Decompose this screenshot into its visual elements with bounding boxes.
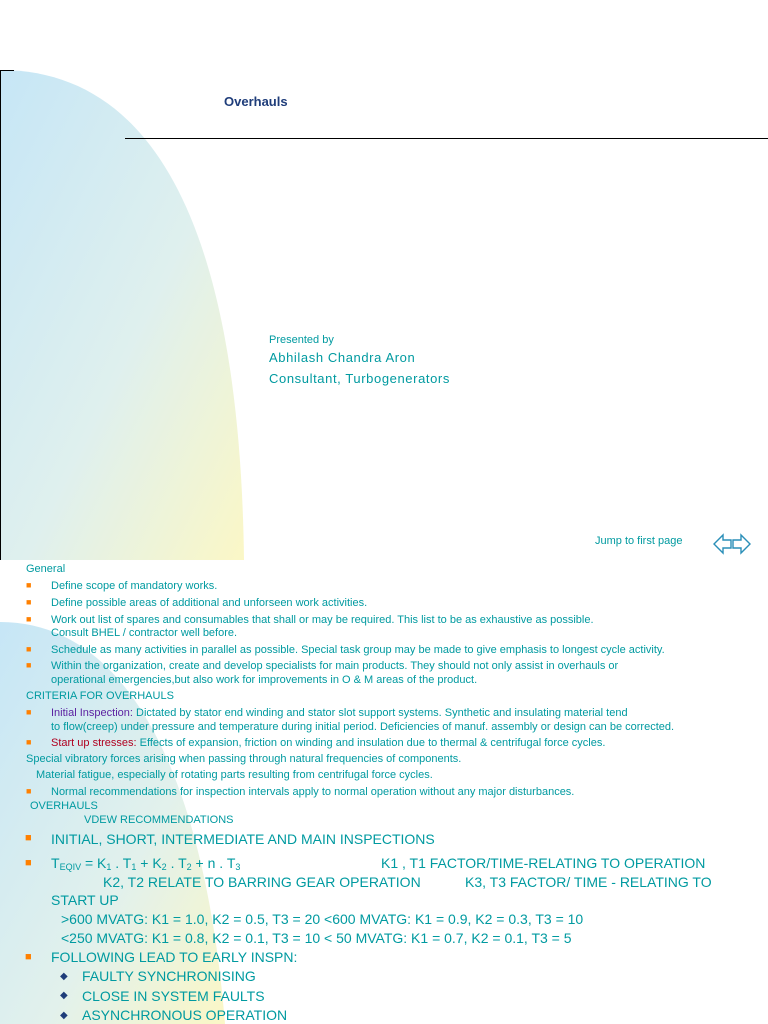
general-item-3-cont: Consult BHEL / contractor well before. <box>51 627 238 639</box>
bullet-icon: ■ <box>26 580 32 590</box>
criteria-heading: CRITERIA FOR OVERHAULS <box>26 690 174 702</box>
presenter-name: Abhilash Chandra Aron <box>269 350 416 365</box>
formula-t3-sub: 3 <box>235 862 241 872</box>
formula-t1-sub: 1 <box>131 862 137 872</box>
initial-inspection-cont: to flow(creep) under pressure and temperature during initial period. Deficiencies of manuf. assembly or design can be corrected. <box>51 721 675 733</box>
title-underline <box>125 138 768 139</box>
cause-item-2: CLOSE IN SYSTEM FAULTS <box>82 988 265 1004</box>
vibratory-forces: Special vibratory forces arising when passing through natural frequencies of components. <box>26 753 462 765</box>
bullet-icon: ■ <box>26 597 32 607</box>
material-fatigue: Material fatigue, especially of rotating parts resulting from centrifugal force cycles. <box>36 769 433 781</box>
bullet-icon: ■ <box>26 786 32 796</box>
diamond-bullet-icon: ◆ <box>60 1010 68 1021</box>
slide-title: Overhauls <box>224 94 288 109</box>
formula-t: T <box>51 855 60 871</box>
startup-stresses-text: Effects of expansion, friction on winding and insulation due to thermal & centrifugal force cycles. <box>136 737 606 749</box>
factor-line-3: K3, T3 FACTOR/ TIME - RELATING TO <box>465 874 712 890</box>
formula-k2-sub: 2 <box>161 862 167 872</box>
diamond-bullet-icon: ◆ <box>60 971 68 982</box>
mva-line-1: >600 MVATG: K1 = 1.0, K2 = 0.5, T3 = 20 <600 MVATG: K1 = 0.9, K2 = 0.3, T3 = 10 <box>61 911 584 927</box>
left-border-line <box>0 70 1 560</box>
bullet-icon: ■ <box>26 707 32 717</box>
nav-arrows <box>712 532 752 561</box>
general-heading: General <box>26 563 66 575</box>
jump-to-first-page-link[interactable]: Jump to first page <box>595 535 683 547</box>
relate-line: K2, T2 RELATE TO BARRING GEAR OPERATION <box>103 874 421 890</box>
bullet-icon: ■ <box>26 737 32 747</box>
general-item-5-cont: operational emergencies,but also work for improvements in O & M areas of the product. <box>51 674 478 686</box>
following-heading: FOLLOWING LEAD TO EARLY INSPN: <box>51 949 298 965</box>
diamond-bullet-icon: ◆ <box>60 990 68 1001</box>
general-item-5: Within the organization, create and develop specialists for main products. They should not only assist in overhauls or <box>51 660 619 672</box>
startup-stresses-line <box>51 737 605 749</box>
start-up-line: START UP <box>51 892 119 908</box>
presented-by-label: Presented by <box>269 334 334 346</box>
formula-eq: = K <box>81 855 107 871</box>
formula-k1-sub: 1 <box>106 862 112 872</box>
next-arrow-icon[interactable] <box>733 535 750 553</box>
formula-eqiv-sub: EQIV <box>59 862 82 872</box>
top-left-tick <box>0 70 14 71</box>
overhauls-label: OVERHAULS <box>30 800 98 812</box>
presenter-role: Consultant, Turbogenerators <box>269 371 450 386</box>
initial-inspection-line <box>51 707 628 719</box>
bullet-icon: ■ <box>26 660 32 670</box>
bullet-icon: ■ <box>25 832 32 844</box>
prev-arrow-icon[interactable] <box>714 535 731 553</box>
inspections-heading: INITIAL, SHORT, INTERMEDIATE AND MAIN INSPECTIONS <box>51 831 435 847</box>
general-item-2: Define possible areas of additional and unforseen work activities. <box>51 597 368 609</box>
mva-line-2: <250 MVATG: K1 = 0.8, K2 = 0.1, T3 = 10 < 50 MVATG: K1 = 0.7, K2 = 0.1, T3 = 5 <box>61 930 572 946</box>
vdew-label: VDEW RECOMMENDATIONS <box>84 814 234 826</box>
general-item-1: Define scope of mandatory works. <box>51 580 218 592</box>
cause-item-1: FAULTY SYNCHRONISING <box>82 968 256 984</box>
general-item-3: Work out list of spares and consumables that shall or may be required. This list to be as exhaustive as possible. <box>51 614 594 626</box>
bullet-icon: ■ <box>25 951 32 963</box>
bullet-icon: ■ <box>26 644 32 654</box>
bullet-icon: ■ <box>26 614 32 624</box>
teqiv-formula: $T_{EQIV} = K_1$ . $T_1 + K_2$ . $T_2 + n$ . $T_3$ <box>51 855 241 872</box>
initial-inspection-label: Initial Inspection: <box>51 707 133 719</box>
startup-stresses-label: Start up stresses: <box>51 737 137 749</box>
cause-item-3: ASYNCHRONOUS OPERATION <box>82 1007 288 1023</box>
initial-inspection-text: Dictated by stator end winding and stator slot support systems. Synthetic and insulating material tend <box>132 707 628 719</box>
formula-t2-sub: 2 <box>186 862 192 872</box>
bullet-icon: ■ <box>25 857 32 869</box>
normal-recommendations: Normal recommendations for inspection intervals apply to normal operation without any major disturbances. <box>51 786 575 798</box>
general-item-4: Schedule as many activities in parallel as possible. Special task group may be made to give emphasis to longest cycle activity. <box>51 644 665 656</box>
factor-line-1: K1 , T1 FACTOR/TIME-RELATING TO OPERATION <box>381 855 706 871</box>
